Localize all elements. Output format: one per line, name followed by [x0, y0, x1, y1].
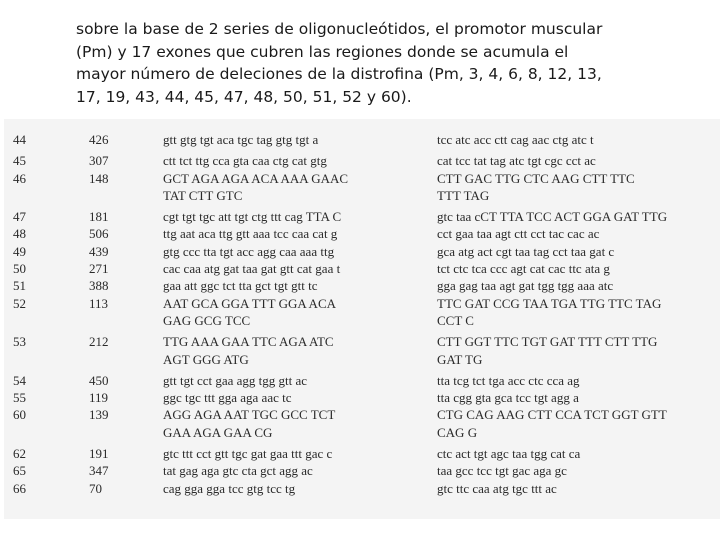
table-row [4, 208, 720, 225]
fragment-size: 450 [89, 372, 109, 388]
fragment-size: 388 [89, 278, 109, 294]
forward-primer: AGG AGA AAT TGC GCC TCT [163, 407, 336, 423]
fragment-size: 426 [89, 132, 109, 147]
exon-number: 51 [13, 278, 26, 294]
forward-primer: gaa att ggc tct tta gct tgt gtt tc [163, 278, 318, 294]
primer-table-image [4, 119, 720, 519]
fragment-size: 506 [89, 226, 109, 242]
forward-primer: gtc ttt cct gtt tgc gat gaa ttt gac c [163, 446, 333, 462]
fragment-size: 439 [89, 243, 109, 259]
reverse-primer: tcc atc acc ctt cag aac ctg atc t [437, 132, 594, 147]
table-row [4, 295, 720, 312]
exon-number: 47 [13, 209, 26, 225]
table-row [4, 372, 720, 389]
exon-number: 55 [13, 390, 26, 406]
forward-primer: AAT GCA GGA TTT GGA ACA [163, 295, 336, 311]
reverse-primer: cct gaa taa agt ctt cct tac cac ac [437, 226, 600, 242]
exon-number: 62 [13, 446, 26, 462]
exon-number: 60 [13, 407, 26, 423]
table-row [4, 480, 720, 497]
exon-number: 48 [13, 226, 26, 242]
fragment-size: 139 [89, 407, 109, 423]
fragment-size: 119 [89, 390, 109, 406]
reverse-primer: gtc taa cCT TTA TCC ACT GGA GAT TTG [437, 209, 668, 225]
fragment-size: 347 [89, 463, 109, 479]
fragment-size: 212 [89, 334, 109, 350]
reverse-primer: GAT TG [437, 351, 483, 367]
forward-primer: TAT CTT GTC [163, 187, 243, 203]
reverse-primer: gtc ttc caa atg tgc ttt ac [437, 480, 557, 496]
fragment-size: 307 [89, 153, 109, 169]
exon-number: 45 [13, 153, 26, 169]
forward-primer: gtg ccc tta tgt acc agg caa aaa ttg [163, 243, 335, 259]
table-row [4, 225, 720, 242]
table-row [4, 424, 720, 441]
reverse-primer: tta cgg gta gca tcc tgt agg a [437, 390, 579, 406]
forward-primer: cac caa atg gat taa gat gtt cat gaa t [163, 261, 341, 277]
forward-primer: GCT AGA AGA ACA AAA GAAC [163, 170, 349, 186]
table-row [4, 277, 720, 294]
table-row [4, 170, 720, 187]
table-row [4, 351, 720, 368]
exon-number: 66 [13, 480, 26, 496]
primer-table [4, 131, 720, 497]
exon-number: 65 [13, 463, 26, 479]
reverse-primer: TTT TAG [437, 187, 490, 203]
forward-primer: cag gga gga tcc gtg tcc tg [163, 480, 296, 496]
fragment-size: 181 [89, 209, 109, 225]
reverse-primer: CCT C [437, 312, 474, 328]
reverse-primer: TTC GAT CCG TAA TGA TTG TTC TAG [437, 295, 662, 311]
exon-number: 50 [13, 261, 26, 277]
forward-primer: ggc tgc ttt gga aga aac tc [163, 390, 292, 406]
table-row [4, 333, 720, 350]
fragment-size: 70 [89, 480, 102, 496]
forward-primer: tat gag aga gtc cta gct agg ac [163, 463, 313, 479]
table-row [4, 312, 720, 329]
reverse-primer: ctc act tgt agc taa tgg cat ca [437, 446, 581, 462]
reverse-primer: tta tcg tct tga acc ctc cca ag [437, 372, 580, 388]
forward-primer: cgt tgt tgc att tgt ctg ttt cag TTA C [163, 209, 342, 225]
forward-primer: GAG GCG TCC [163, 312, 251, 328]
fragment-size: 113 [89, 295, 109, 311]
reverse-primer: CAG G [437, 424, 478, 440]
forward-primer: ctt tct ttg cca gta caa ctg cat gtg [163, 153, 327, 169]
exon-number: 52 [13, 295, 26, 311]
table-row [4, 445, 720, 462]
forward-primer: AGT GGG ATG [163, 351, 249, 367]
fragment-size: 191 [89, 446, 109, 462]
table-row [4, 131, 720, 148]
reverse-primer: CTG CAG AAG CTT CCA TCT GGT GTT [437, 407, 667, 423]
reverse-primer: CTT GAC TTG CTC AAG CTT TTC [437, 170, 635, 186]
reverse-primer: CTT GGT TTC TGT GAT TTT CTT TTG [437, 334, 658, 350]
exon-number: 46 [13, 170, 26, 186]
reverse-primer: tct ctc tca ccc agt cat cac ttc ata g [437, 261, 610, 277]
reverse-primer: gga gag taa agt gat tgg tgg aaa atc [437, 278, 614, 294]
table-row [4, 243, 720, 260]
exon-number: 53 [13, 334, 26, 350]
forward-primer: ttg aat aca ttg gtt aaa tcc caa cat g [163, 226, 338, 242]
intro-line: (Pm) y 17 exones que cubren las regiones donde se acumula el [76, 42, 569, 61]
intro-paragraph [76, 18, 716, 108]
exon-number: 44 [13, 132, 26, 147]
table-row [4, 187, 720, 204]
intro-line: sobre la base de 2 series de oligonucleótidos, el promotor muscular [76, 20, 603, 38]
forward-primer: gtt gtg tgt aca tgc tag gtg tgt a [163, 132, 319, 147]
intro-line: mayor número de deleciones de la distrofina (Pm, 3, 4, 6, 8, 12, 13, [76, 65, 602, 83]
exon-number: 54 [13, 372, 26, 388]
table-row [4, 389, 720, 406]
intro-line: 17, 19, 43, 44, 45, 47, 48, 50, 51, 52 y 60). [76, 87, 412, 106]
table-row [4, 462, 720, 479]
table-row [4, 406, 720, 423]
forward-primer: GAA AGA GAA CG [163, 424, 273, 440]
reverse-primer: gca atg act cgt taa tag cct taa gat c [437, 243, 615, 259]
exon-number: 49 [13, 243, 26, 259]
reverse-primer: taa gcc tcc tgt gac aga gc [437, 463, 567, 479]
table-row [4, 260, 720, 277]
reverse-primer: cat tcc tat tag atc tgt cgc cct ac [437, 153, 596, 169]
fragment-size: 148 [89, 170, 109, 186]
forward-primer: TTG AAA GAA TTC AGA ATC [163, 334, 334, 350]
forward-primer: gtt tgt cct gaa agg tgg gtt ac [163, 372, 308, 388]
fragment-size: 271 [89, 261, 109, 277]
table-row [4, 152, 720, 169]
